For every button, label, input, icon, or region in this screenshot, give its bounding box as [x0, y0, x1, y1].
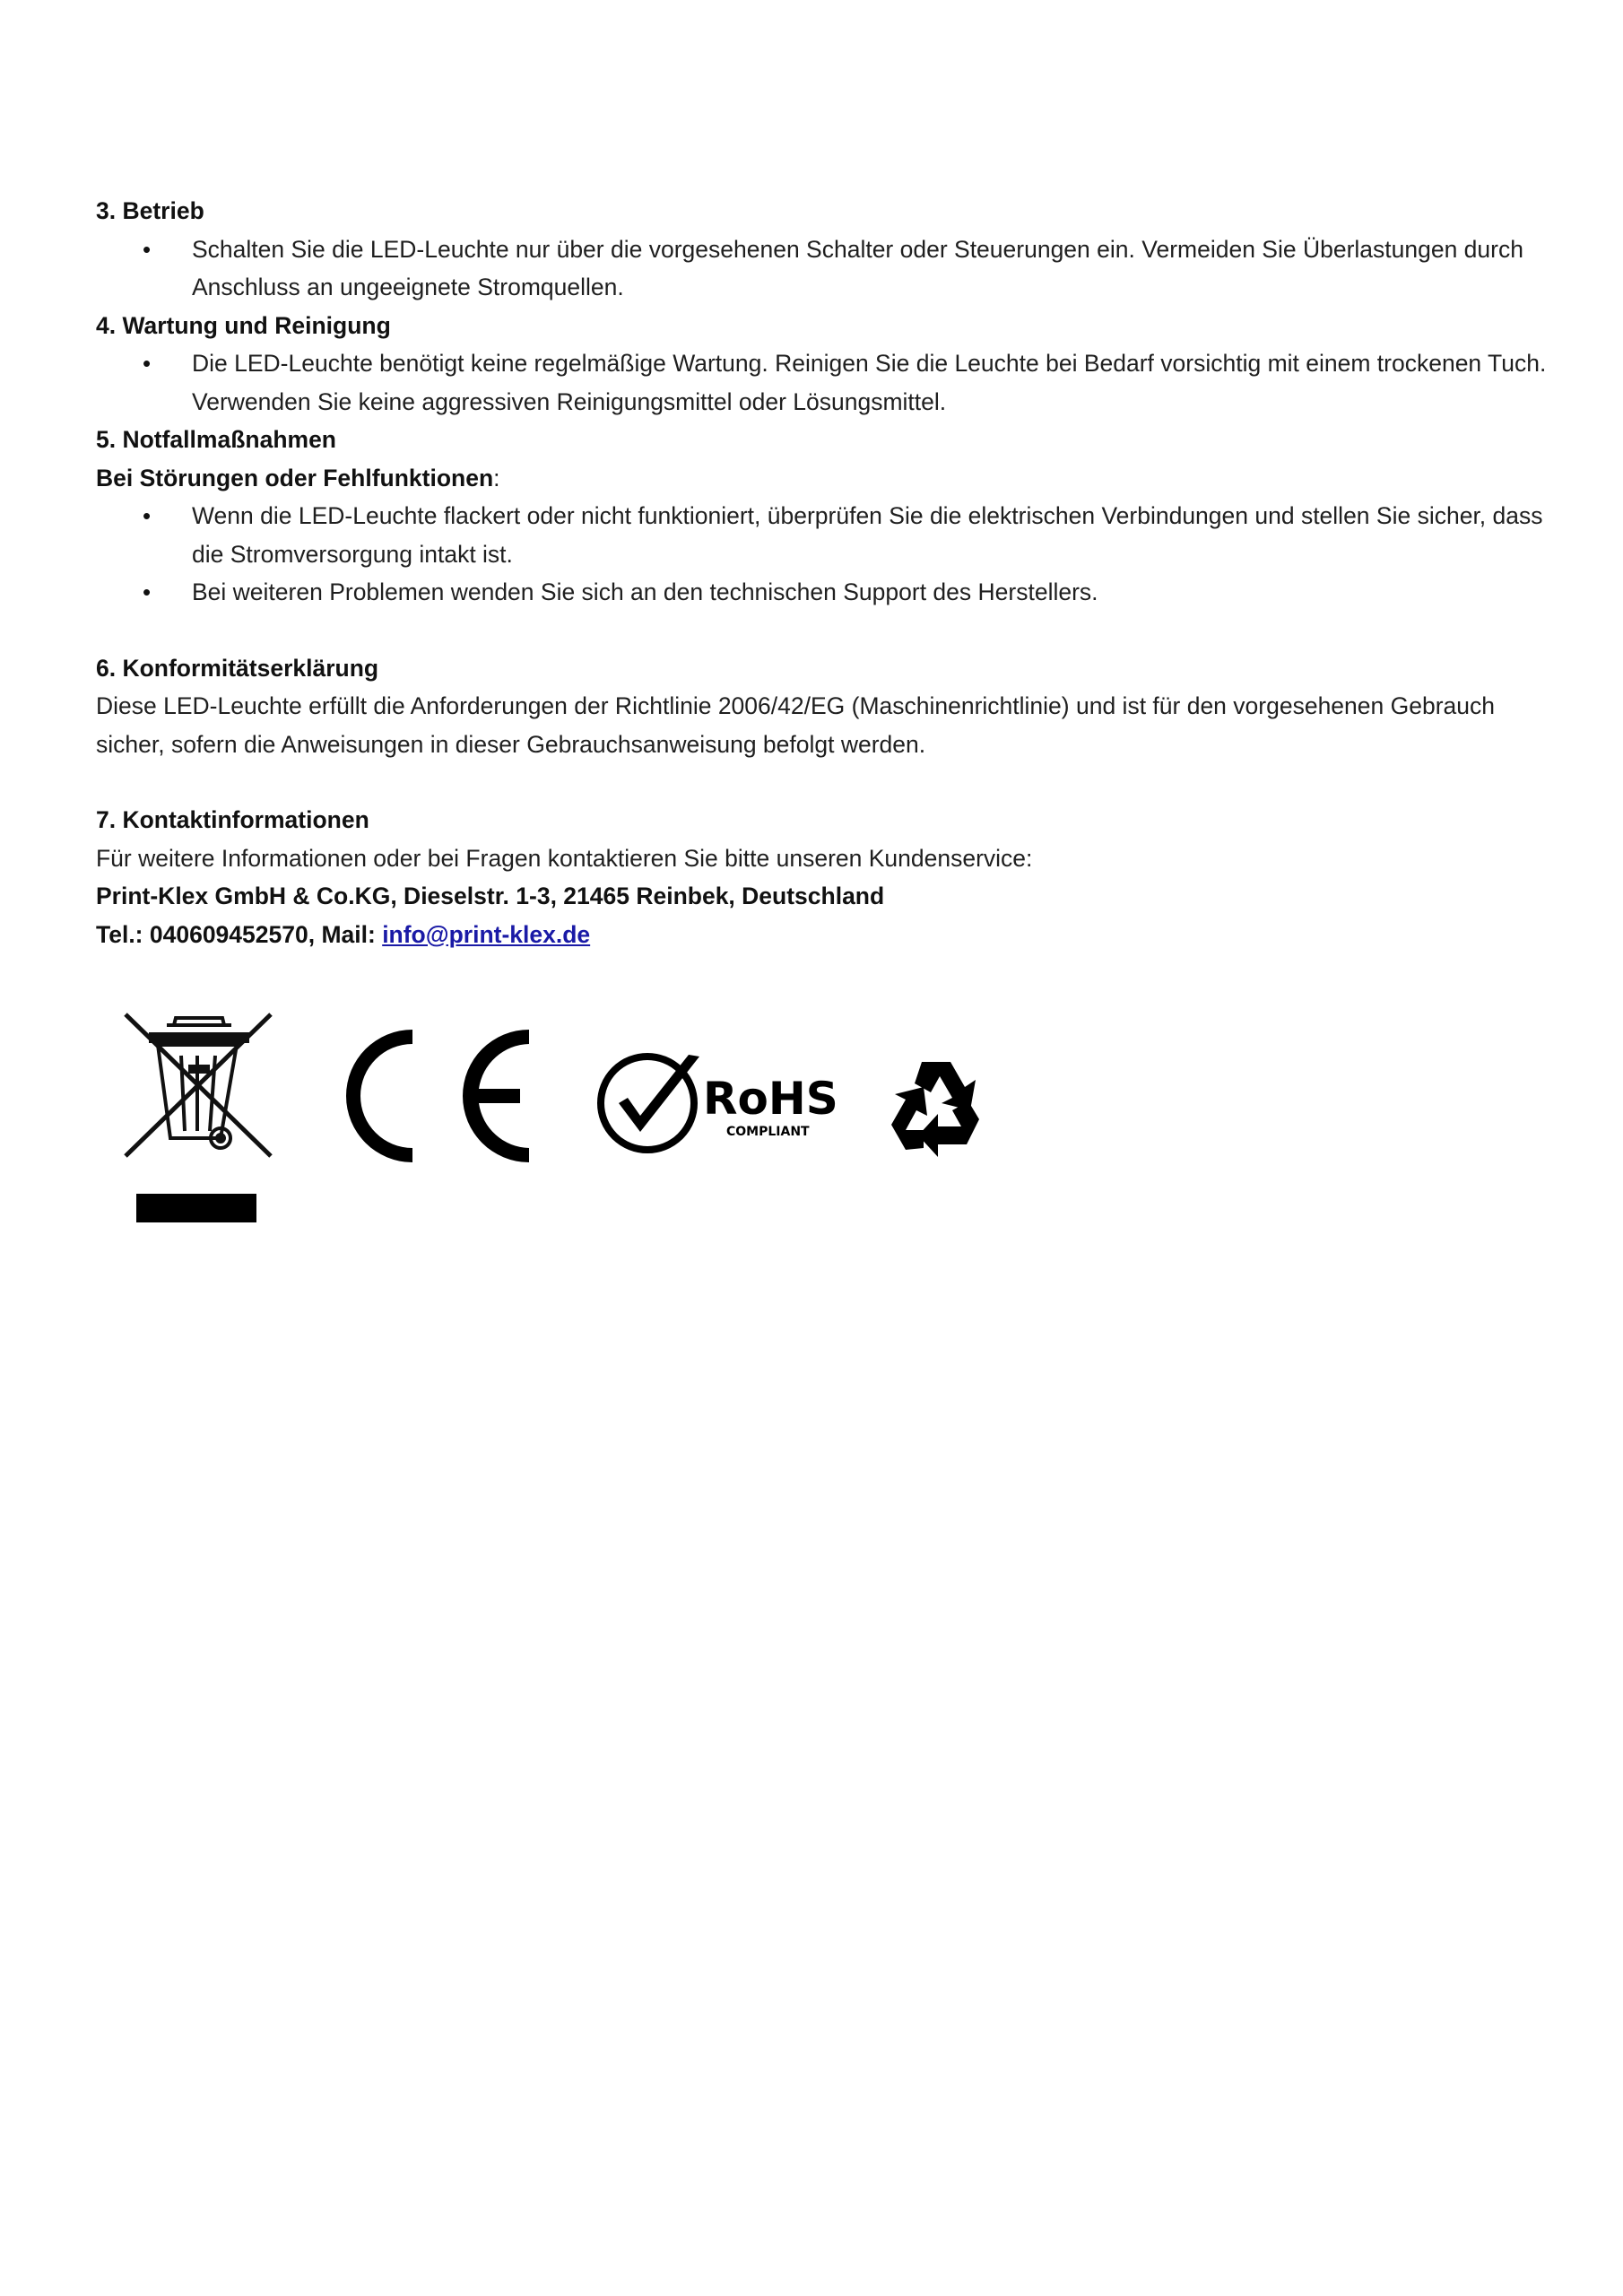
company-address: Print-Klex GmbH & Co.KG, Dieselstr. 1-3, 21465 Reinbek, Deutschland [96, 883, 885, 909]
bullet-list-notfall [96, 497, 1549, 612]
subheading-colon: : [493, 464, 500, 491]
bullet-item: • Wenn die LED-Leuchte flackert oder nicht funktioniert, überprüfen Sie die elektrischen Verbindungen und stellen Sie sicher, dass die Stromversorgung intakt ist. [96, 497, 1549, 573]
bullet-list-wartung [96, 344, 1549, 421]
paragraph-konformitaet: Diese LED-Leuchte erfüllt die Anforderungen der Richtlinie 2006/42/EG (Maschinenrichtlinie) und ist für den vorgesehenen Gebrauch sicher, sofern die Anweisungen in dieser Gebrauchsanweisung befolgt werden. [96, 692, 1495, 758]
ce-mark-icon [337, 1024, 534, 1168]
section-heading-wartung: 4. Wartung und Reinigung [96, 311, 391, 339]
subheading-stoerungen [96, 459, 1549, 498]
rohs-subtitle: COMPLIANT [726, 1125, 810, 1139]
subheading-text: Bei Störungen oder Fehlfunktionen [96, 464, 494, 491]
bullet-list-betrieb [96, 230, 1549, 307]
certification-symbols [0, 996, 1623, 1229]
contact-line [96, 916, 1549, 954]
spacer [96, 763, 1549, 801]
rohs-title: RoHS [703, 1073, 838, 1125]
document-body [96, 192, 1549, 953]
spacer [96, 612, 1549, 649]
bullet-item: • Bei weiteren Problemen wenden Sie sich an den technischen Support des Herstellers. [96, 573, 1549, 612]
bullet-item: • Die LED-Leuchte benötigt keine regelmäßige Wartung. Reinigen Sie die Leuchte bei Bedarf vorsichtig mit einem trockenen Tuch. Verwenden Sie keine aggressiven Reinigungsmittel oder Lösungsmittel. [96, 344, 1549, 421]
section-heading-konformitaet: 6. Konformitätserklärung [96, 654, 379, 682]
contact-prefix: Tel.: 040609452570, Mail: [96, 920, 383, 948]
paragraph-kontakt: Für weitere Informationen oder bei Fragen kontaktieren Sie bitte unseren Kundenservice: [96, 844, 1033, 872]
section-heading-notfall: 5. Notfallmaßnahmen [96, 426, 336, 453]
section-heading-kontakt: 7. Kontaktinformationen [96, 806, 369, 833]
rohs-compliant-icon [595, 1049, 843, 1159]
recycling-icon [879, 1051, 995, 1168]
email-link[interactable]: info@print-klex.de [382, 920, 591, 948]
bullet-item: • Schalten Sie die LED-Leuchte nur über die vorgesehenen Schalter oder Steuerungen ein. Vermeiden Sie Überlastungen durch Anschluss an ungeeignete Stromquellen. [96, 230, 1549, 307]
weee-crossed-bin-icon [120, 1009, 278, 1233]
section-heading-betrieb: 3. Betrieb [96, 197, 204, 224]
